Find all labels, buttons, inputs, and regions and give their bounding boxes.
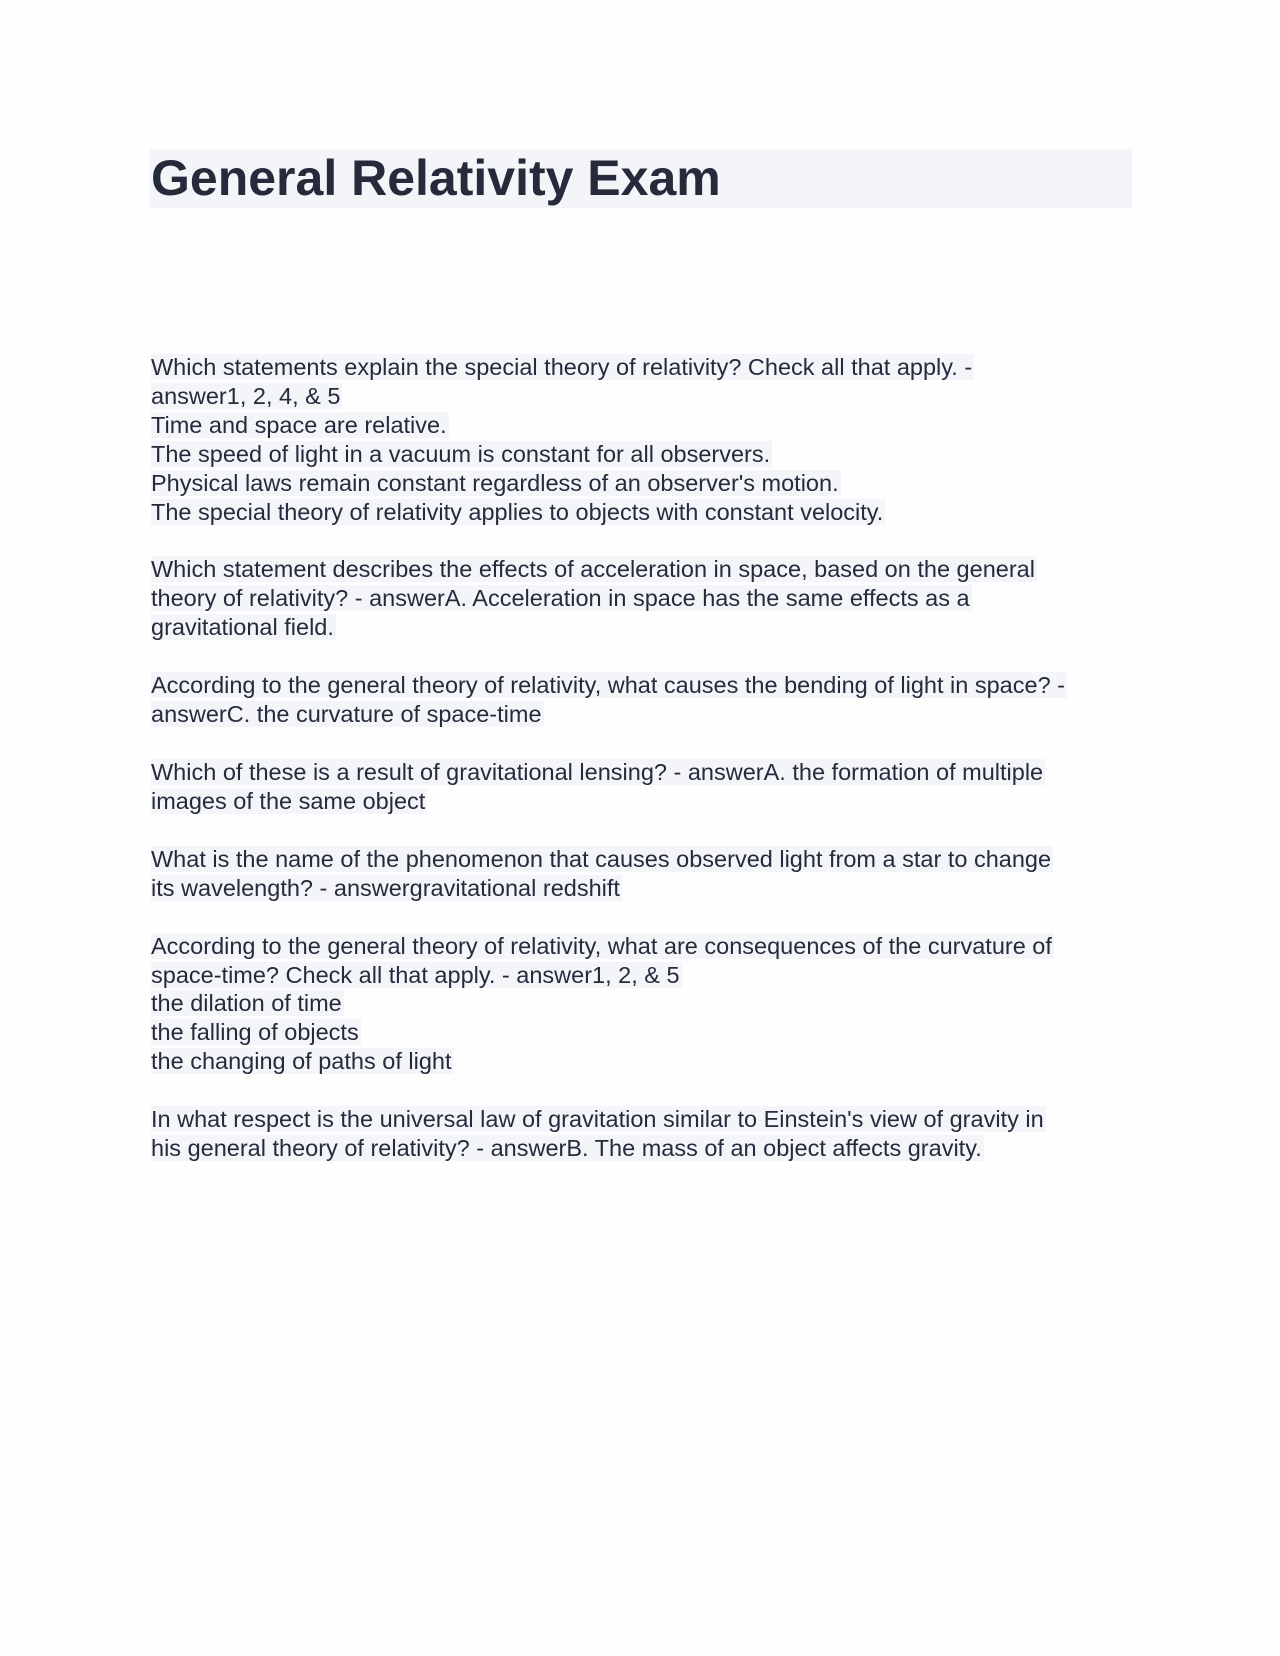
question-text: In what respect is the universal law of gravitation similar to Einstein's view of gravity in (151, 1106, 1044, 1133)
question-text: Which statements explain the special theory of relativity? Check all that apply. - (151, 354, 973, 380)
answer-option: The speed of light in a vacuum is constant for all observers. (151, 440, 771, 467)
answer-option: Physical laws remain constant regardless of an observer's motion. (151, 469, 839, 496)
question-block (151, 671, 1136, 729)
question-block (151, 555, 1136, 642)
page-title: General Relativity Exam (151, 150, 721, 206)
question-block (151, 758, 1136, 816)
text-line (151, 932, 1136, 961)
title-block (150, 149, 1132, 208)
text-line (151, 700, 1136, 729)
text-line (151, 584, 1136, 613)
question-text: Which statement describes the effects of acceleration in space, based on the general (151, 556, 1035, 583)
text-line (151, 440, 1136, 469)
answer-text: its wavelength? - answergravitational redshift (151, 874, 620, 901)
text-line (151, 613, 1136, 642)
text-line (151, 1047, 1136, 1076)
text-line (151, 787, 1136, 816)
text-line (151, 874, 1136, 903)
answer-text: gravitational field. (151, 614, 334, 641)
text-line (151, 989, 1136, 1018)
answer-option: the falling of objects (151, 1019, 359, 1046)
text-line (151, 1134, 1136, 1163)
question-block (151, 353, 1136, 526)
question-text: Which of these is a result of gravitational lensing? - answerA. the formation of multiple (151, 758, 1044, 785)
question-text: According to the general theory of relativity, what causes the bending of light in space? - (151, 672, 1065, 699)
question-block (151, 932, 1136, 1077)
question-text: According to the general theory of relativity, what are consequences of the curvature of (151, 932, 1052, 959)
answer-option: Time and space are relative. (151, 411, 447, 438)
answer-option: the changing of paths of light (151, 1048, 452, 1075)
answer-option: the dilation of time (151, 990, 342, 1017)
question-text: What is the name of the phenomenon that causes observed light from a star to change (151, 845, 1052, 872)
answer-option: The special theory of relativity applies to objects with constant velocity. (151, 498, 884, 525)
answer-text: answerC. the curvature of space-time (151, 701, 542, 728)
question-text: theory of relativity? - answerA. Acceleration in space has the same effects as a (151, 585, 970, 612)
text-line (151, 382, 1136, 411)
answer-text: space-time? Check all that apply. - answer1, 2, & 5 (151, 961, 680, 988)
text-line (151, 961, 1136, 990)
text-line (151, 555, 1136, 584)
questions-list (151, 353, 1136, 1192)
text-line (151, 469, 1136, 498)
text-line (151, 411, 1136, 440)
question-block (151, 1105, 1136, 1163)
text-line (151, 1018, 1136, 1047)
text-line (151, 353, 1136, 382)
text-line (151, 498, 1136, 527)
answer-text: images of the same object (151, 787, 426, 814)
text-line (151, 1105, 1136, 1134)
question-block (151, 845, 1136, 903)
answer-text: answer1, 2, 4, & 5 (151, 382, 341, 409)
text-line (151, 845, 1136, 874)
text-line (151, 758, 1136, 787)
answer-text: his general theory of relativity? - answerB. The mass of an object affects gravity. (151, 1135, 982, 1162)
text-line (151, 671, 1136, 700)
